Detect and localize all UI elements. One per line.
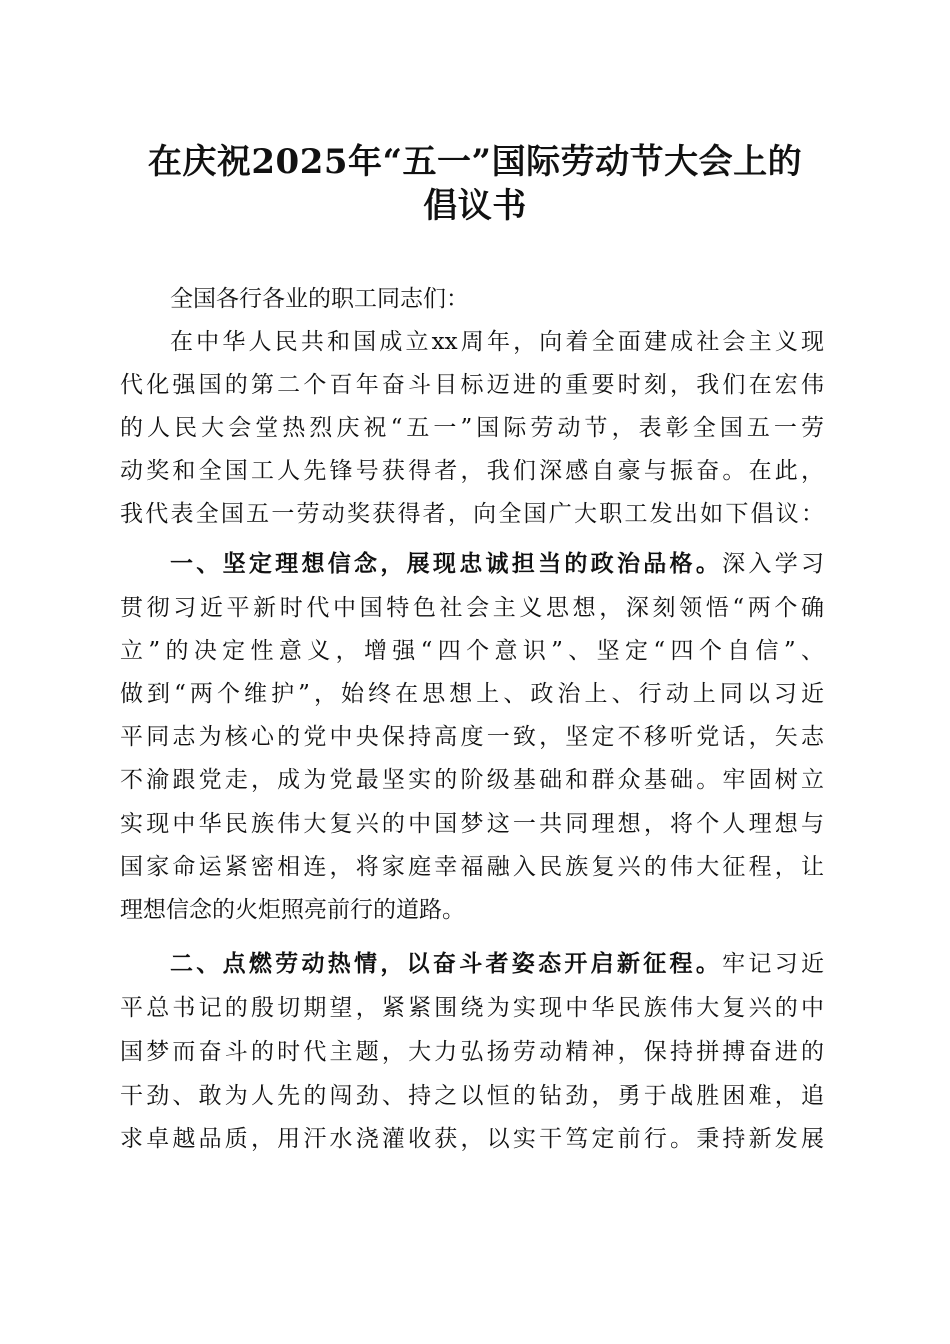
paragraph-line: 的人民大会堂热烈庆祝“五一”国际劳动节，表彰全国五一劳 xyxy=(120,415,824,441)
paragraph-line: 求卓越品质，用汗水浇灌收获，以实干笃定前行。秉持新发展 xyxy=(120,1126,824,1152)
paragraph-line: 做到“两个维护”，始终在思想上、政治上、行动上同以习近 xyxy=(120,681,824,707)
paragraph-line: 代化强国的第二个百年奋斗目标迈进的重要时刻，我们在宏伟 xyxy=(120,372,824,398)
paragraph-line: 贯彻习近平新时代中国特色社会主义思想，深刻领悟“两个确 xyxy=(120,595,824,621)
document-title-line-1: 在庆祝2025年“五一”国际劳动节大会上的 xyxy=(147,142,803,182)
paragraph-line: 我代表全国五一劳动奖获得者，向全国广大职工发出如下倡议： xyxy=(120,501,824,527)
section-1-first-tail: 深入学习 xyxy=(722,551,825,577)
paragraph-line: 在中华人民共和国成立xx周年，向着全面建成社会主义现 xyxy=(170,329,824,355)
section-2-first-line xyxy=(170,944,824,984)
section-2-heading: 二、点燃劳动热情，以奋斗者姿态开启新征程。 xyxy=(170,950,723,977)
paragraph-line: 理想信念的火炬照亮前行的道路。 xyxy=(120,897,465,923)
paragraph-line: 不渝跟党走，成为党最坚实的阶级基础和群众基础。牢固树立 xyxy=(120,767,824,793)
paragraph-line: 平总书记的殷切期望，紧紧围绕为实现中华民族伟大复兴的中 xyxy=(120,995,824,1021)
paragraph-line: 实现中华民族伟大复兴的中国梦这一共同理想，将个人理想与 xyxy=(120,811,824,837)
section-1-heading: 一、坚定理想信念，展现忠诚担当的政治品格。 xyxy=(170,550,723,577)
paragraph-line: 立”的决定性意义，增强“四个意识”、坚定“四个自信”、 xyxy=(120,638,824,664)
section-1-first-line xyxy=(170,544,824,584)
paragraph-line: 动奖和全国工人先锋号获得者，我们深感自豪与振奋。在此， xyxy=(120,458,824,484)
salutation: 全国各行各业的职工同志们： xyxy=(170,286,469,312)
paragraph-line: 国家命运紧密相连，将家庭幸福融入民族复兴的伟大征程，让 xyxy=(120,854,824,880)
paragraph-line: 国梦而奋斗的时代主题，大力弘扬劳动精神，保持拼搏奋进的 xyxy=(120,1039,824,1065)
document-title-line-2: 倡议书 xyxy=(423,186,527,226)
paragraph-line: 干劲、敢为人先的闯劲、持之以恒的钻劲，勇于战胜困难，追 xyxy=(120,1083,824,1109)
section-2-first-tail: 牢记习近 xyxy=(722,951,825,977)
paragraph-line: 平同志为核心的党中央保持高度一致，坚定不移听党话，矢志 xyxy=(120,724,824,750)
